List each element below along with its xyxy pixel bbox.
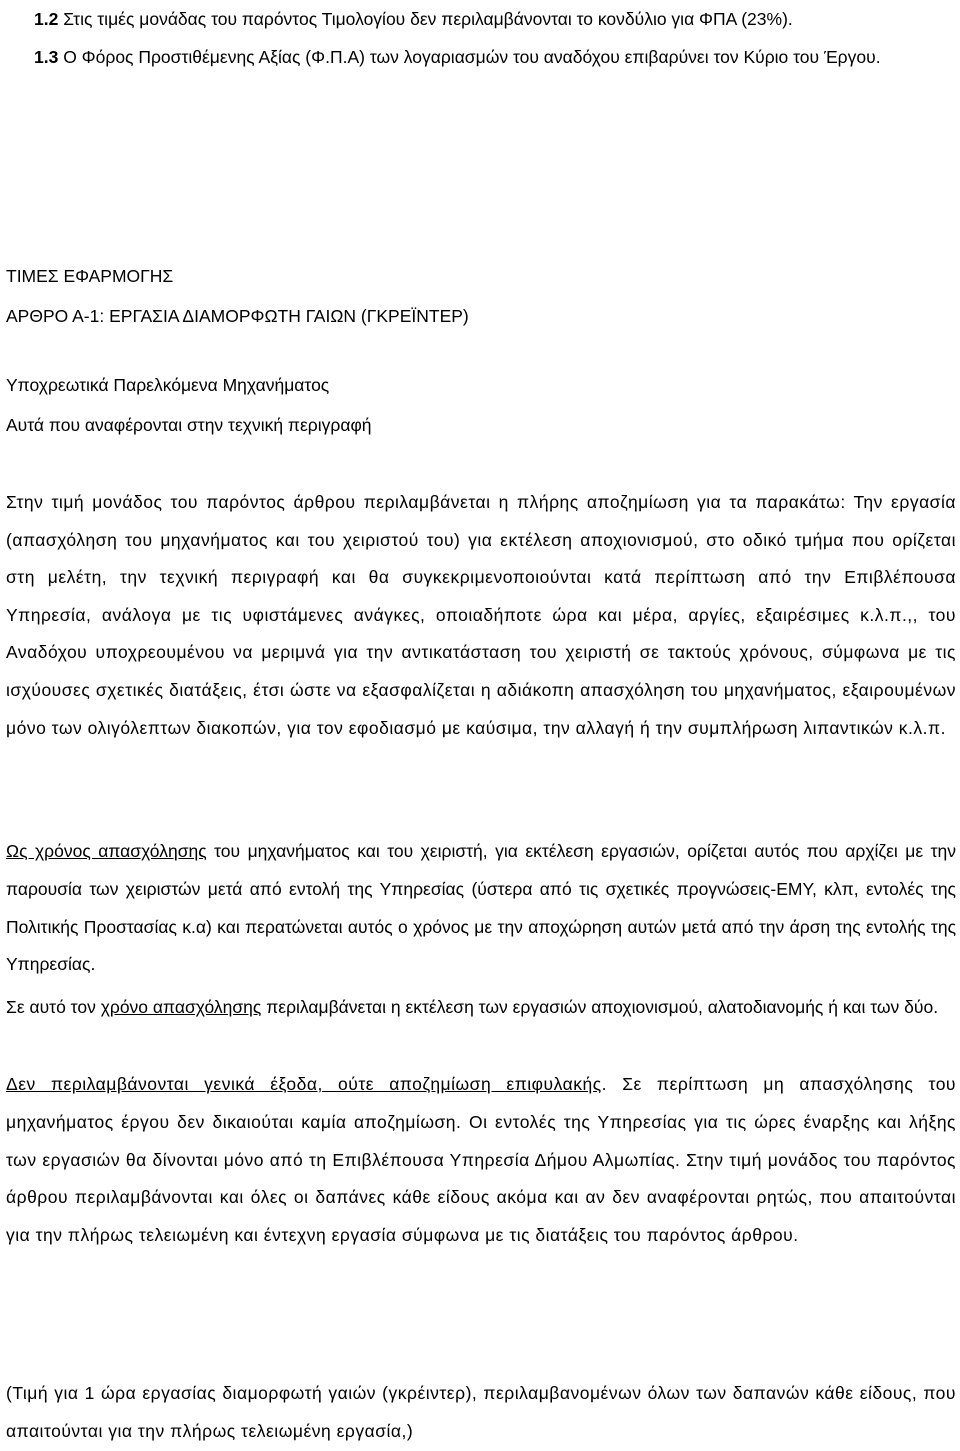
price-note: (Τιμή για 1 ώρα εργασίας διαμορφωτή γαιών (γκρέιντερ), περιλαμβανομένων όλων των δαπανών κάθε είδους, που απαιτούνται για την πλήρως τελειωμένη εργασία,) — [6, 1383, 956, 1441]
paragraph-main: Στην τιμή μονάδος του παρόντος άρθρου περιλαμβάνεται η πλήρης αποζημίωση για τα παρακάτω: Την εργασία (απασχόληση του μηχανήματος και του χειριστού του) για εκτέλεση αποχιονισμού, στο οδικό τμήμα που ορίζεται στη μελέτη, την τεχνική περιγραφή και θα συγκεκριμενοποιούνται κατά περίπτωση από την Επιβλέπουσα Υπηρεσία, ανάλογα με τις υφιστάμενες ανάγκες, οποιαδήποτε ώρα και μέρα, αργίες, εξαιρέσιμες κ.λ.π.,, του Αναδόχου υποχρεουμένου να μεριμνά για την αντικατάσταση του χειριστή σε τακτούς χρόνους, σύμφωνα με τις ισχύουσες σχετικές διατάξεις, έτσι ώστε να εξασφαλίζεται η αδιάκοπη απασχόληση του μηχανήματος, εξαιρουμένων μόνο των ολιγόλεπτων διακοπών, για τον εφοδιασμό με καύσιμα, την αλλαγή ή την συμπλήρωση λιπαντικών κ.λ.π. — [6, 492, 956, 738]
paragraph-text: . Σε περίπτωση μη απασχόλησης του μηχανήματος έργου δεν δικαιούται καμία αποζημίωση. Οι εντολές της Υπηρεσίας για τις ώρες έναρξης και λήξης των εργασιών θα δίνονται μόνο από τη Επιβλέπουσα Υπηρεσία Δήμου Αλμωπίας. Στην τιμή μονάδος του παρόντος άρθρου περιλαμβάνονται και όλες οι δαπάνες κάθε είδους ακόμα και αν δεν αναφέρονται ρητώς, που απαιτούνται για την πλήρως τελειωμένη και έντεχνη εργασία σύμφωνα με τις διατάξεις του παρόντος άρθρου. — [6, 1074, 956, 1246]
paragraph-text: περιλαμβάνεται η εκτέλεση των εργασιών αποχιονισμού, αλατοδιανομής ή και των δύο. — [261, 997, 939, 1017]
underlined-phrase: Ως χρόνος απασχόλησης — [6, 841, 207, 861]
special-provisions-list — [6, 0, 952, 76]
accessories-heading: Υποχρεωτικά Παρελκόμενα Μηχανήματος — [6, 375, 330, 395]
section-title: ΤΙΜΕΣ ΕΦΑΡΜΟΓΗΣ — [6, 266, 174, 286]
underlined-phrase: χρόνο απασχόλησης — [100, 997, 262, 1017]
item-number: 1.2 — [34, 9, 59, 29]
paragraph-exclusions — [6, 1066, 956, 1255]
paragraph-includes — [6, 989, 956, 1027]
paragraph-text: Σε αυτό τον — [6, 997, 101, 1017]
list-item-1-2 — [6, 0, 952, 38]
paragraph-time — [6, 833, 956, 984]
list-item-1-3 — [6, 38, 952, 76]
item-text: Ο Φόρος Προστιθέμενης Αξίας (Φ.Π.Α) των λογαριασμών του αναδόχου επιβαρύνει τον Κύριο του Έργου. — [58, 47, 881, 67]
paragraph-text: του μηχανήματος και του χειριστή, για εκτέλεση εργασιών, ορίζεται αυτός που αρχίζει με την παρουσία των χειριστών μετά από εντολή της Υπηρεσίας (ύστερα από τις σχετικές προγνώσεις-ΕΜΥ, κλπ, εντολές της Πολιτικής Προστασίας κ.α) και περατώνεται αυτός ο χρόνος με την αποχώρηση αυτών μετά από την άρση της εντολής της Υπηρεσίας. — [6, 841, 956, 975]
item-text: Στις τιμές μονάδας του παρόντος Τιμολογίου δεν περιλαμβάνονται το κονδύλιο για ΦΠΑ (23%). — [58, 9, 793, 29]
article-title: ΑΡΘΡΟ Α-1: ΕΡΓΑΣΙΑ ΔΙΑΜΟΡΦΩΤΗ ΓΑΙΩΝ (ΓΚΡΕΪΝΤΕΡ) — [6, 306, 469, 326]
underlined-phrase: Δεν περιλαμβάνονται γενικά έξοδα, ούτε αποζημίωση επιφυλακής — [6, 1074, 602, 1094]
accessories-text: Αυτά που αναφέρονται στην τεχνική περιγραφή — [6, 415, 372, 435]
item-number: 1.3 — [34, 47, 59, 67]
